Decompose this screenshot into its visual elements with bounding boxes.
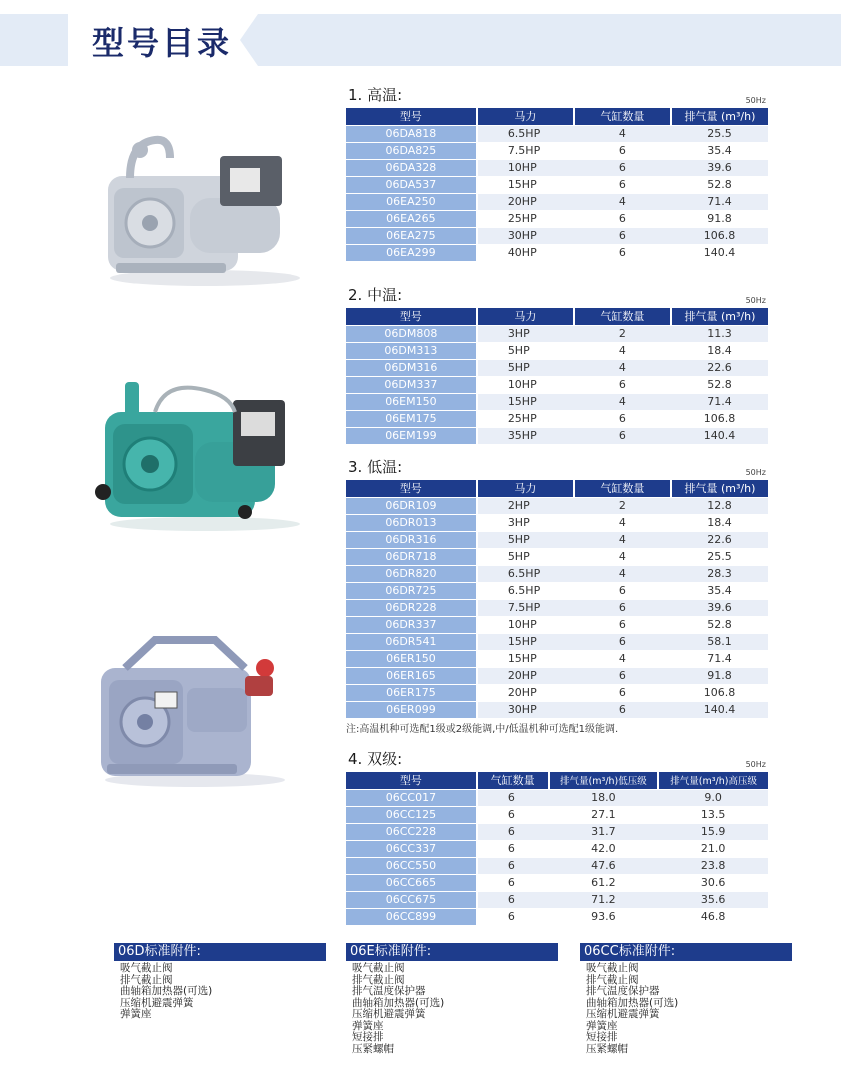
accessory-item: 曲轴箱加热器(可选) xyxy=(352,996,445,1009)
displacement-cell: 61.2 xyxy=(549,874,659,891)
cylinder-cell: 6 xyxy=(574,582,671,599)
cylinder-cell: 6 xyxy=(574,633,671,650)
accessories-06cc xyxy=(580,943,792,1055)
table-row xyxy=(346,359,768,376)
section-4 xyxy=(346,748,768,925)
horsepower-cell: 5HP xyxy=(477,342,574,359)
table-row xyxy=(346,376,768,393)
column-header: 气缸数量 xyxy=(574,108,671,125)
capacity-note: 注:高温机种可选配1级或2级能调,中/低温机种可选配1级能调. xyxy=(346,724,619,735)
accessory-item: 压缩机避震弹簧 xyxy=(120,996,194,1009)
displacement-cell: 18.0 xyxy=(549,789,659,806)
displacement-cell: 106.8 xyxy=(671,684,768,701)
model-cell: 06DR337 xyxy=(346,616,477,633)
cylinder-cell: 6 xyxy=(477,840,549,857)
displacement-cell: 39.6 xyxy=(671,159,768,176)
displacement-cell: 15.9 xyxy=(658,823,768,840)
accessories-06d-title: 06D标准附件: xyxy=(114,943,326,961)
model-cell: 06EM199 xyxy=(346,427,477,444)
displacement-cell: 91.8 xyxy=(671,667,768,684)
cylinder-cell: 4 xyxy=(574,359,671,376)
accessory-item: 曲轴箱加热器(可选) xyxy=(586,996,679,1009)
displacement-cell: 21.0 xyxy=(658,840,768,857)
table-row xyxy=(346,514,768,531)
model-cell: 06DR541 xyxy=(346,633,477,650)
displacement-cell: 52.8 xyxy=(671,376,768,393)
horsepower-cell: 10HP xyxy=(477,616,574,633)
cylinder-cell: 6 xyxy=(574,616,671,633)
horsepower-cell: 6.5HP xyxy=(477,582,574,599)
horsepower-cell: 6.5HP xyxy=(477,565,574,582)
horsepower-cell: 15HP xyxy=(477,393,574,410)
cylinder-cell: 6 xyxy=(477,806,549,823)
cylinder-cell: 6 xyxy=(574,159,671,176)
cylinder-cell: 6 xyxy=(574,599,671,616)
cylinder-cell: 6 xyxy=(574,176,671,193)
table-row xyxy=(346,497,768,514)
accessory-item: 排气温度保护器 xyxy=(352,985,426,997)
cylinder-cell: 4 xyxy=(574,125,671,142)
accessories-06cc-title: 06CC标准附件: xyxy=(580,943,792,961)
column-header: 型号 xyxy=(346,480,477,497)
table-row xyxy=(346,210,768,227)
horsepower-cell: 2HP xyxy=(477,497,574,514)
horsepower-cell: 35HP xyxy=(477,427,574,444)
table-row xyxy=(346,125,768,142)
accessory-item: 吸气截止阀 xyxy=(352,962,405,974)
horsepower-cell: 25HP xyxy=(477,410,574,427)
cylinder-cell: 6 xyxy=(477,823,549,840)
displacement-cell: 140.4 xyxy=(671,427,768,444)
horsepower-cell: 15HP xyxy=(477,650,574,667)
cylinder-cell: 4 xyxy=(574,531,671,548)
displacement-cell: 140.4 xyxy=(671,701,768,718)
accessories-06cc-list xyxy=(580,963,792,1055)
cylinder-cell: 6 xyxy=(574,684,671,701)
section-3 xyxy=(346,456,768,718)
header-band-right xyxy=(258,14,841,66)
column-header: 气缸数量 xyxy=(574,308,671,325)
model-cell: 06EA299 xyxy=(346,244,477,261)
cylinder-cell: 6 xyxy=(574,410,671,427)
displacement-cell: 52.8 xyxy=(671,616,768,633)
column-header: 型号 xyxy=(346,308,477,325)
accessory-item: 短接排 xyxy=(586,1031,618,1043)
cylinder-cell: 4 xyxy=(574,393,671,410)
model-cell: 06DR316 xyxy=(346,531,477,548)
horsepower-cell: 20HP xyxy=(477,193,574,210)
displacement-cell: 31.7 xyxy=(549,823,659,840)
horsepower-cell: 3HP xyxy=(477,325,574,342)
page-title: 型号目录 xyxy=(92,24,233,62)
frequency-label: 50Hz xyxy=(745,296,766,305)
table-row xyxy=(346,891,768,908)
cylinder-cell: 2 xyxy=(574,497,671,514)
accessory-item: 排气温度保护器 xyxy=(586,985,660,997)
column-header: 马力 xyxy=(477,308,574,325)
displacement-cell: 42.0 xyxy=(549,840,659,857)
model-cell: 06DR228 xyxy=(346,599,477,616)
model-cell: 06CC550 xyxy=(346,857,477,874)
displacement-cell: 18.4 xyxy=(671,342,768,359)
table-row xyxy=(346,701,768,718)
displacement-cell: 13.5 xyxy=(658,806,768,823)
table-row xyxy=(346,159,768,176)
table-row xyxy=(346,244,768,261)
accessory-item: 排气截止阀 xyxy=(120,973,173,986)
header-band-left xyxy=(0,14,68,66)
spec-table xyxy=(346,108,768,261)
displacement-cell: 106.8 xyxy=(671,227,768,244)
cylinder-cell: 4 xyxy=(574,565,671,582)
horsepower-cell: 20HP xyxy=(477,667,574,684)
page-header xyxy=(0,14,841,66)
section-header xyxy=(346,748,768,772)
displacement-cell: 28.3 xyxy=(671,565,768,582)
model-cell: 06DA825 xyxy=(346,142,477,159)
horsepower-cell: 20HP xyxy=(477,684,574,701)
section-2 xyxy=(346,284,768,444)
model-cell: 06DR718 xyxy=(346,548,477,565)
table-header-row xyxy=(346,308,768,325)
table-row xyxy=(346,840,768,857)
cylinder-cell: 6 xyxy=(574,667,671,684)
spec-table xyxy=(346,308,768,444)
cylinder-cell: 6 xyxy=(477,874,549,891)
displacement-cell: 140.4 xyxy=(671,244,768,261)
section-header xyxy=(346,456,768,480)
model-cell: 06EA275 xyxy=(346,227,477,244)
model-cell: 06ER150 xyxy=(346,650,477,667)
table-row xyxy=(346,193,768,210)
model-cell: 06DR820 xyxy=(346,565,477,582)
displacement-cell: 35.4 xyxy=(671,142,768,159)
displacement-cell: 71.4 xyxy=(671,193,768,210)
displacement-cell: 71.4 xyxy=(671,393,768,410)
compressor-photo-06e xyxy=(95,372,305,532)
displacement-cell: 71.4 xyxy=(671,650,768,667)
displacement-cell: 35.4 xyxy=(671,582,768,599)
displacement-cell: 23.8 xyxy=(658,857,768,874)
accessory-item: 排气截止阀 xyxy=(586,973,639,986)
column-header: 马力 xyxy=(477,480,574,497)
model-cell: 06DA537 xyxy=(346,176,477,193)
model-cell: 06CC675 xyxy=(346,891,477,908)
column-header: 排气量(m³/h)高压级 xyxy=(658,772,768,789)
table-row xyxy=(346,684,768,701)
accessory-item: 吸气截止阀 xyxy=(586,962,639,974)
compressor-photo-06d xyxy=(100,128,310,288)
model-cell: 06CC337 xyxy=(346,840,477,857)
cylinder-cell: 6 xyxy=(574,376,671,393)
horsepower-cell: 5HP xyxy=(477,548,574,565)
cylinder-cell: 6 xyxy=(477,891,549,908)
spec-table xyxy=(346,772,768,925)
model-cell: 06EM150 xyxy=(346,393,477,410)
accessory-item: 压紧螺帽 xyxy=(352,1042,394,1055)
horsepower-cell: 10HP xyxy=(477,376,574,393)
section-header xyxy=(346,284,768,308)
displacement-cell: 71.2 xyxy=(549,891,659,908)
cylinder-cell: 4 xyxy=(574,650,671,667)
section-title: 2. 中温: xyxy=(348,286,403,304)
column-header: 排气量 (m³/h) xyxy=(671,308,768,325)
accessories-06e xyxy=(346,943,558,1055)
model-cell: 06CC228 xyxy=(346,823,477,840)
accessory-item: 排气截止阀 xyxy=(352,973,405,986)
table-row xyxy=(346,565,768,582)
table-row xyxy=(346,633,768,650)
horsepower-cell: 30HP xyxy=(477,701,574,718)
horsepower-cell: 40HP xyxy=(477,244,574,261)
table-row xyxy=(346,650,768,667)
displacement-cell: 35.6 xyxy=(658,891,768,908)
displacement-cell: 91.8 xyxy=(671,210,768,227)
frequency-label: 50Hz xyxy=(745,760,766,769)
model-cell: 06EA265 xyxy=(346,210,477,227)
model-cell: 06DA328 xyxy=(346,159,477,176)
horsepower-cell: 30HP xyxy=(477,227,574,244)
horsepower-cell: 10HP xyxy=(477,159,574,176)
cylinder-cell: 6 xyxy=(477,789,549,806)
displacement-cell: 30.6 xyxy=(658,874,768,891)
model-cell: 06DM337 xyxy=(346,376,477,393)
displacement-cell: 12.8 xyxy=(671,497,768,514)
model-cell: 06ER175 xyxy=(346,684,477,701)
displacement-cell: 27.1 xyxy=(549,806,659,823)
horsepower-cell: 15HP xyxy=(477,633,574,650)
accessory-item: 弹簧座 xyxy=(120,1008,152,1020)
horsepower-cell: 7.5HP xyxy=(477,599,574,616)
accessory-item: 压紧螺帽 xyxy=(586,1042,628,1055)
accessory-item: 短接排 xyxy=(352,1031,384,1043)
frequency-label: 50Hz xyxy=(745,96,766,105)
horsepower-cell: 7.5HP xyxy=(477,142,574,159)
table-header-row xyxy=(346,108,768,125)
table-header-row xyxy=(346,480,768,497)
displacement-cell: 46.8 xyxy=(658,908,768,925)
horsepower-cell: 5HP xyxy=(477,531,574,548)
cylinder-cell: 6 xyxy=(574,227,671,244)
displacement-cell: 106.8 xyxy=(671,410,768,427)
cylinder-cell: 6 xyxy=(477,908,549,925)
column-header: 型号 xyxy=(346,108,477,125)
table-row xyxy=(346,548,768,565)
model-cell: 06ER165 xyxy=(346,667,477,684)
column-header: 排气量 (m³/h) xyxy=(671,108,768,125)
accessories-06e-list xyxy=(346,963,558,1055)
model-cell: 06EM175 xyxy=(346,410,477,427)
compressor-photo-06cc xyxy=(95,628,295,788)
model-cell: 06DM313 xyxy=(346,342,477,359)
table-row xyxy=(346,393,768,410)
column-header: 气缸数量 xyxy=(477,772,549,789)
cylinder-cell: 2 xyxy=(574,325,671,342)
displacement-cell: 22.6 xyxy=(671,359,768,376)
column-header: 排气量(m³/h)低压级 xyxy=(549,772,659,789)
accessory-item: 压缩机避震弹簧 xyxy=(352,1008,426,1020)
frequency-label: 50Hz xyxy=(745,468,766,477)
section-header xyxy=(346,84,768,108)
cylinder-cell: 6 xyxy=(574,701,671,718)
displacement-cell: 58.1 xyxy=(671,633,768,650)
cylinder-cell: 6 xyxy=(574,142,671,159)
table-row xyxy=(346,531,768,548)
model-cell: 06CC017 xyxy=(346,789,477,806)
accessory-item: 弹簧座 xyxy=(586,1019,618,1032)
table-row xyxy=(346,410,768,427)
model-cell: 06DM316 xyxy=(346,359,477,376)
model-cell: 06DR013 xyxy=(346,514,477,531)
horsepower-cell: 15HP xyxy=(477,176,574,193)
cylinder-cell: 4 xyxy=(574,342,671,359)
model-cell: 06DR109 xyxy=(346,497,477,514)
displacement-cell: 39.6 xyxy=(671,599,768,616)
displacement-cell: 47.6 xyxy=(549,857,659,874)
table-row xyxy=(346,789,768,806)
section-title: 4. 双级: xyxy=(348,750,403,768)
column-header: 马力 xyxy=(477,108,574,125)
table-row xyxy=(346,874,768,891)
accessories-06d xyxy=(114,943,326,1021)
table-row xyxy=(346,806,768,823)
table-row xyxy=(346,908,768,925)
cylinder-cell: 4 xyxy=(574,514,671,531)
column-header: 排气量 (m³/h) xyxy=(671,480,768,497)
table-row xyxy=(346,227,768,244)
table-row xyxy=(346,857,768,874)
displacement-cell: 52.8 xyxy=(671,176,768,193)
cylinder-cell: 6 xyxy=(574,210,671,227)
horsepower-cell: 5HP xyxy=(477,359,574,376)
cylinder-cell: 4 xyxy=(574,193,671,210)
horsepower-cell: 6.5HP xyxy=(477,125,574,142)
table-row xyxy=(346,427,768,444)
accessory-item: 曲轴箱加热器(可选) xyxy=(120,985,213,997)
accessory-item: 吸气截止阀 xyxy=(120,962,173,974)
accessory-item: 弹簧座 xyxy=(352,1019,384,1032)
table-row xyxy=(346,616,768,633)
table-row xyxy=(346,823,768,840)
accessories-06d-list xyxy=(114,963,326,1021)
table-row xyxy=(346,582,768,599)
displacement-cell: 25.5 xyxy=(671,125,768,142)
model-cell: 06ER099 xyxy=(346,701,477,718)
cylinder-cell: 6 xyxy=(574,244,671,261)
model-cell: 06CC665 xyxy=(346,874,477,891)
column-header: 气缸数量 xyxy=(574,480,671,497)
column-header: 型号 xyxy=(346,772,477,789)
section-1 xyxy=(346,84,768,261)
horsepower-cell: 3HP xyxy=(477,514,574,531)
cylinder-cell: 6 xyxy=(574,427,671,444)
model-cell: 06DA818 xyxy=(346,125,477,142)
displacement-cell: 11.3 xyxy=(671,325,768,342)
model-cell: 06EA250 xyxy=(346,193,477,210)
accessory-item: 压缩机避震弹簧 xyxy=(586,1008,660,1020)
table-row xyxy=(346,325,768,342)
table-row xyxy=(346,667,768,684)
model-cell: 06CC125 xyxy=(346,806,477,823)
table-row xyxy=(346,342,768,359)
model-cell: 06DR725 xyxy=(346,582,477,599)
cylinder-cell: 4 xyxy=(574,548,671,565)
cylinder-cell: 6 xyxy=(477,857,549,874)
model-cell: 06CC899 xyxy=(346,908,477,925)
spec-table xyxy=(346,480,768,718)
accessories-06e-title: 06E标准附件: xyxy=(346,943,558,961)
section-title: 3. 低温: xyxy=(348,458,403,476)
horsepower-cell: 25HP xyxy=(477,210,574,227)
table-row xyxy=(346,599,768,616)
displacement-cell: 93.6 xyxy=(549,908,659,925)
displacement-cell: 9.0 xyxy=(658,789,768,806)
displacement-cell: 22.6 xyxy=(671,531,768,548)
model-cell: 06DM808 xyxy=(346,325,477,342)
table-row xyxy=(346,176,768,193)
section-title: 1. 高温: xyxy=(348,86,403,104)
table-row xyxy=(346,142,768,159)
table-header-row xyxy=(346,772,768,789)
displacement-cell: 18.4 xyxy=(671,514,768,531)
displacement-cell: 25.5 xyxy=(671,548,768,565)
